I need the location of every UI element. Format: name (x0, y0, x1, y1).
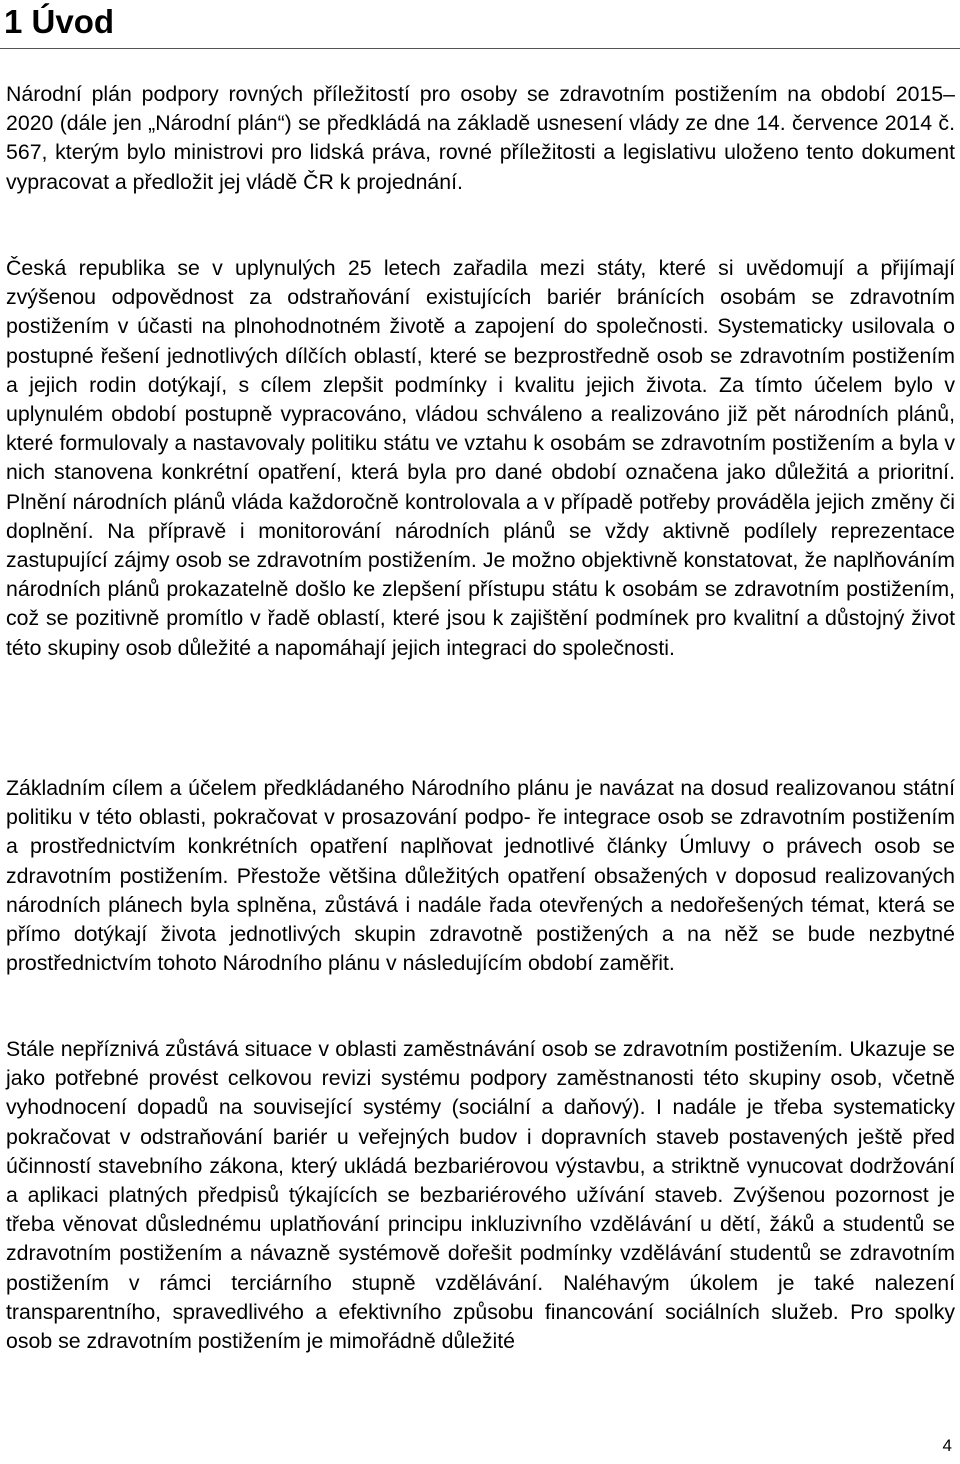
paragraph-goal: Základním cílem a účelem předkládaného Národního plánu je navázat na dosud realizovanou státní politiku v této oblasti, pokračovat v prosazování podpo- ře integrace osob se zdravotním postižením a prostřednictvím konkrétních opatření naplňovat jednotlivé články Úmluvy o právech osob se zdravotním postižením. Přestože většina důležitých opatření obsažených v doposud realizovaných národních plánech byla splněna, zůstává i nadále řada otevřených a nedořešených témat, která se přímo dotýkají života jednotlivých skupin zdravotně postižených a na něž se bude nezbytné prostřednictvím tohoto Národního plánu v následujícím období zaměřit. (6, 776, 955, 976)
section-title: 1 Úvod (4, 3, 115, 40)
paragraph-employment: Stále nepříznivá zůstává situace v oblasti zaměstnávání osob se zdravotním postižením. Ukazuje se jako potřebné provést celkovou revizi systému podpory zaměstnanosti této skupiny osob, včetně vyhodnocení dopadů na související systémy (sociální a daňový). I nadále je třeba systematicky pokračovat v odstraňování bariér u veřejných budov i dopravních staveb postavených ještě před účinností stavebního zákona, který ukládá bezbariérovou výstavbu, a striktně vynucovat dodržování a aplikaci platných předpisů týkajících se bezbariérového užívání staveb. Zvýšenou pozornost je třeba věnovat důslednému uplatňování principu inkluzivního vzdělávání u dětí, žáků a studentů se zdravotním postižením a návazně systémově dořešit podmínky vzdělávání studentů se zdravotním postižením v rámci terciárního stupně vzdělávání. Naléhavým úkolem je také nalezení transparentního, spravedlivého a efektivního způsobu financování sociálních služeb. Pro spolky osob se zdravotním postižením je mimořádně důležité (6, 1037, 955, 1354)
paragraph-intro: Národní plán podpory rovných příležitostí pro osoby se zdravotním postižením na období 2015–2020 (dále jen „Národní plán“) se předkládá na základě usnesení vlády ze dne 14. července 2014 č. 567, kterým bylo ministrovi pro lidská práva, rovné příležitosti a legislativu uloženo tento dokument vypracovat a předložit jej vládě ČR k projednání. (6, 82, 955, 194)
page-number: 4 (942, 1436, 952, 1455)
paragraph-history: Česká republika se v uplynulých 25 letech zařadila mezi státy, které si uvědomují a přijímají zvýšenou odpovědnost za odstraňování existujících bariér bránících osobám se zdravotním postižením v účasti na plnohodnotném životě a zapojení do společnosti. Systematicky usilovala o postupné řešení jednotlivých dílčích oblastí, které se bezprostředně osob se zdravotním postižením a jejich rodin dotýkají, s cílem zlepšit podmínky i kvalitu jejich života. Za tímto účelem bylo v uplynulém období postupně vypracováno, vládou schváleno a realizováno již pět národních plánů, které formulovaly a nastavovaly politiku státu ve vztahu k osobám se zdravotním postižením a byla v nich stanovena konkrétní opatření, která byla pro dané období označena jako důležitá a prioritní. Plnění národních plánů vláda každoročně kontrolovala a v případě potřeby prováděla jejich změny či doplnění. Na přípravě i monitorování národních plánů se vždy aktivně podílely reprezentace zastupující zájmy osob se zdravotním postižením. Je možno objektivně konstatovat, že naplňováním národních plánů prokazatelně došlo ke zlepšení přístupu státu k osobám se zdravotním postižením, což se pozitivně promítlo v řadě oblastí, které jsou k zajištění podmínek pro kvalitní a důstojný život této skupiny osob důležité a napomáhají jejich integraci do společnosti. (6, 256, 955, 660)
section-heading (0, 2, 960, 49)
